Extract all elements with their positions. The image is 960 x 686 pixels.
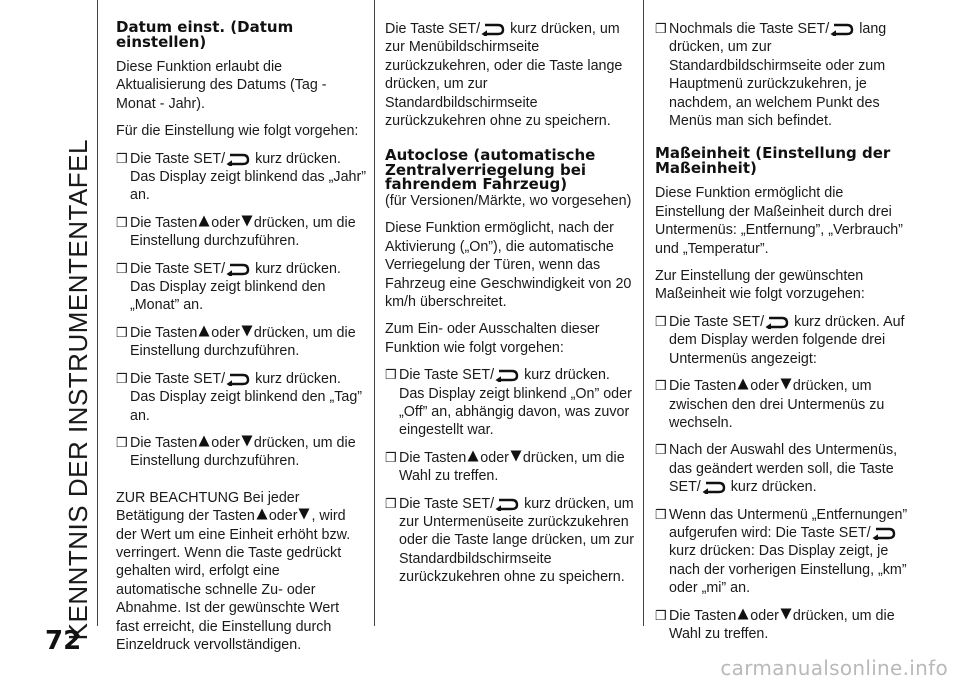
step-item: ❒ Wenn das Untermenü „Entfernungen” aufgerufen wird: Die Taste SET/ kurz drücken: Das Display zeigt, je nach der vorherigen Einstellung, „km” oder „mi” an.: [655, 506, 908, 597]
step-item: ❒ Die Tasten oder drücken, um die Einstellung durchzuführen.: [116, 434, 356, 470]
down-arrow-icon: [780, 608, 792, 620]
paragraph-return: Die Taste SET/ kurz drücken, um zur Menübildschirmseite zurückzukehren, oder die Taste lange drücken, um zur Standardbildschirmseite zurückzukehren ohne zu speichern.: [385, 21, 623, 130]
step-item: ❒ Die Tasten oder drücken, um die Wahl zu treffen.: [385, 449, 625, 485]
checkbox-icon: ❒: [116, 324, 128, 340]
watermark: carmanualsonline.info: [720, 656, 948, 680]
up-arrow-icon: [256, 508, 268, 520]
checkbox-icon: ❒: [116, 214, 128, 230]
step-item: ❒ Nach der Auswahl des Untermenüs, das geändert werden soll, die Taste SET/ kurz drücken.: [655, 442, 898, 496]
checkbox-icon: ❒: [655, 313, 667, 329]
step-item: ❒ Die Tasten oder drücken, um die Einstellung durchzuführen.: [116, 324, 356, 360]
up-arrow-icon: [198, 325, 210, 337]
set-button-icon: [226, 152, 250, 166]
paragraph-lead: Für die Einstellung wie folgt vorgehen:: [116, 123, 359, 140]
checkbox-icon: ❒: [655, 378, 667, 394]
column-rule-1: [374, 0, 375, 626]
heading-masseinheit: Maßeinheit (Einstellung der Maßeinheit): [655, 144, 891, 177]
step-item: ❒ Die Taste SET/ kurz drücken. Das Display zeigt blinkend den „Monat” an.: [116, 260, 341, 314]
down-arrow-icon: [780, 378, 792, 390]
set-button-icon: [495, 368, 519, 382]
up-arrow-icon: [198, 435, 210, 447]
step-item: ❒ Die Taste SET/ kurz drücken. Das Display zeigt blinkend das „Jahr” an.: [116, 150, 367, 204]
paragraph-intro: Diese Funktion erlaubt die Aktualisierung des Datums (Tag - Monat - Jahr).: [116, 59, 327, 112]
checkbox-icon: ❒: [385, 449, 397, 465]
step-item: ❒ Die Tasten oder drücken, um zwischen den drei Untermenüs zu wechseln.: [655, 378, 885, 431]
set-button-icon: [481, 22, 505, 36]
set-button-icon: [830, 22, 854, 36]
paragraph-note: ZUR BEACHTUNG Bei jeder Betätigung der Tasten oder , wird der Wert um eine Einheit erhöht bzw. verringert. Wenn die Taste gedrückt gehalten wird, erfolgt eine automatische schnelle Zu- oder Abnahme. Ist der gewünschte Wert fast erreicht, die Einstellung durch Einzeldruck vervollständigen.: [116, 489, 351, 653]
checkbox-icon: ❒: [655, 21, 667, 36]
step-item: ❒ Nochmals die Taste SET/ lang drücken, um zur Standardbildschirmseite oder zum Hauptmenü zurückzukehren, je nachdem, an welchem Punkt des Menüs man sich befindet.: [655, 21, 887, 130]
chapter-side-title: KENNTNIS DER INSTRUMENTENTAFEL: [62, 138, 93, 640]
up-arrow-icon: [467, 450, 479, 462]
paragraph-lead: Zum Ein- oder Ausschalten dieser Funktion wie folgt vorgehen:: [385, 321, 600, 356]
down-arrow-icon: [510, 450, 522, 462]
column-3: [655, 20, 911, 652]
set-button-icon: [765, 315, 789, 329]
down-arrow-icon: [241, 325, 253, 337]
step-item: ❒ Die Taste SET/ kurz drücken. Auf dem Display werden folgende drei Untermenüs angezeigt:: [655, 313, 905, 367]
step-item: ❒ Die Tasten oder drücken, um die Wahl zu treffen.: [655, 607, 895, 642]
column-2: [385, 20, 635, 596]
up-arrow-icon: [198, 215, 210, 227]
checkbox-icon: ❒: [116, 434, 128, 450]
checkbox-icon: ❒: [655, 506, 667, 522]
set-button-icon: [226, 262, 250, 276]
checkbox-icon: ❒: [655, 442, 667, 458]
up-arrow-icon: [737, 608, 749, 620]
set-button-icon: [702, 480, 726, 494]
down-arrow-icon: [241, 215, 253, 227]
down-arrow-icon: [241, 435, 253, 447]
paragraph-intro: Diese Funktion ermöglicht die Einstellung der Maßeinheit durch drei Untermenüs: „Entfernung”, „Verbrauch” und „Temperatur”.: [655, 185, 903, 257]
checkbox-icon: ❒: [116, 260, 128, 276]
step-item: ❒ Die Taste SET/ kurz drücken. Das Display zeigt blinkend den „Tag” an.: [116, 370, 363, 424]
side-rule: [97, 0, 98, 626]
paragraph-lead: Zur Einstellung der gewünschten Maßeinheit wie folgt vorzugehen:: [655, 268, 865, 303]
paragraph-subtitle: (für Versionen/Märkte, wo vorgesehen): [385, 192, 632, 209]
down-arrow-icon: [298, 508, 310, 520]
checkbox-icon: ❒: [655, 607, 667, 623]
heading-autoclose: Autoclose (automatische Zentralverriegelung bei fahrendem Fahrzeug): [385, 146, 596, 194]
step-item: ❒ Die Taste SET/ kurz drücken, um zur Untermenüseite zurückzukehren oder die Taste lange drücken, um zur Standardbildschirmseite zurückzukehren ohne zu speichern.: [385, 495, 634, 586]
set-button-icon: [226, 372, 250, 386]
column-1: [116, 20, 366, 663]
set-button-icon: [495, 497, 519, 511]
paragraph-intro: Diese Funktion ermöglicht, nach der Aktivierung („On”), die automatische Verriegelung der Türen, wenn das Fahrzeug eine Geschwindigkeit von 20 km/h überschreitet.: [385, 220, 632, 310]
set-button-icon: [872, 526, 896, 540]
page-number: 72: [45, 626, 82, 656]
column-rule-2: [643, 0, 644, 626]
up-arrow-icon: [737, 378, 749, 390]
heading-datum: Datum einst. (Datum einstellen): [116, 18, 294, 51]
checkbox-icon: ❒: [116, 150, 128, 166]
checkbox-icon: ❒: [385, 367, 397, 383]
step-item: ❒ Die Taste SET/ kurz drücken. Das Display zeigt blinkend „On” oder „Off” an, abhängig davon, was zuvor eingestellt war.: [385, 367, 632, 439]
checkbox-icon: ❒: [385, 495, 397, 511]
checkbox-icon: ❒: [116, 370, 128, 386]
step-item: ❒ Die Tasten oder drücken, um die Einstellung durchzuführen.: [116, 214, 356, 250]
